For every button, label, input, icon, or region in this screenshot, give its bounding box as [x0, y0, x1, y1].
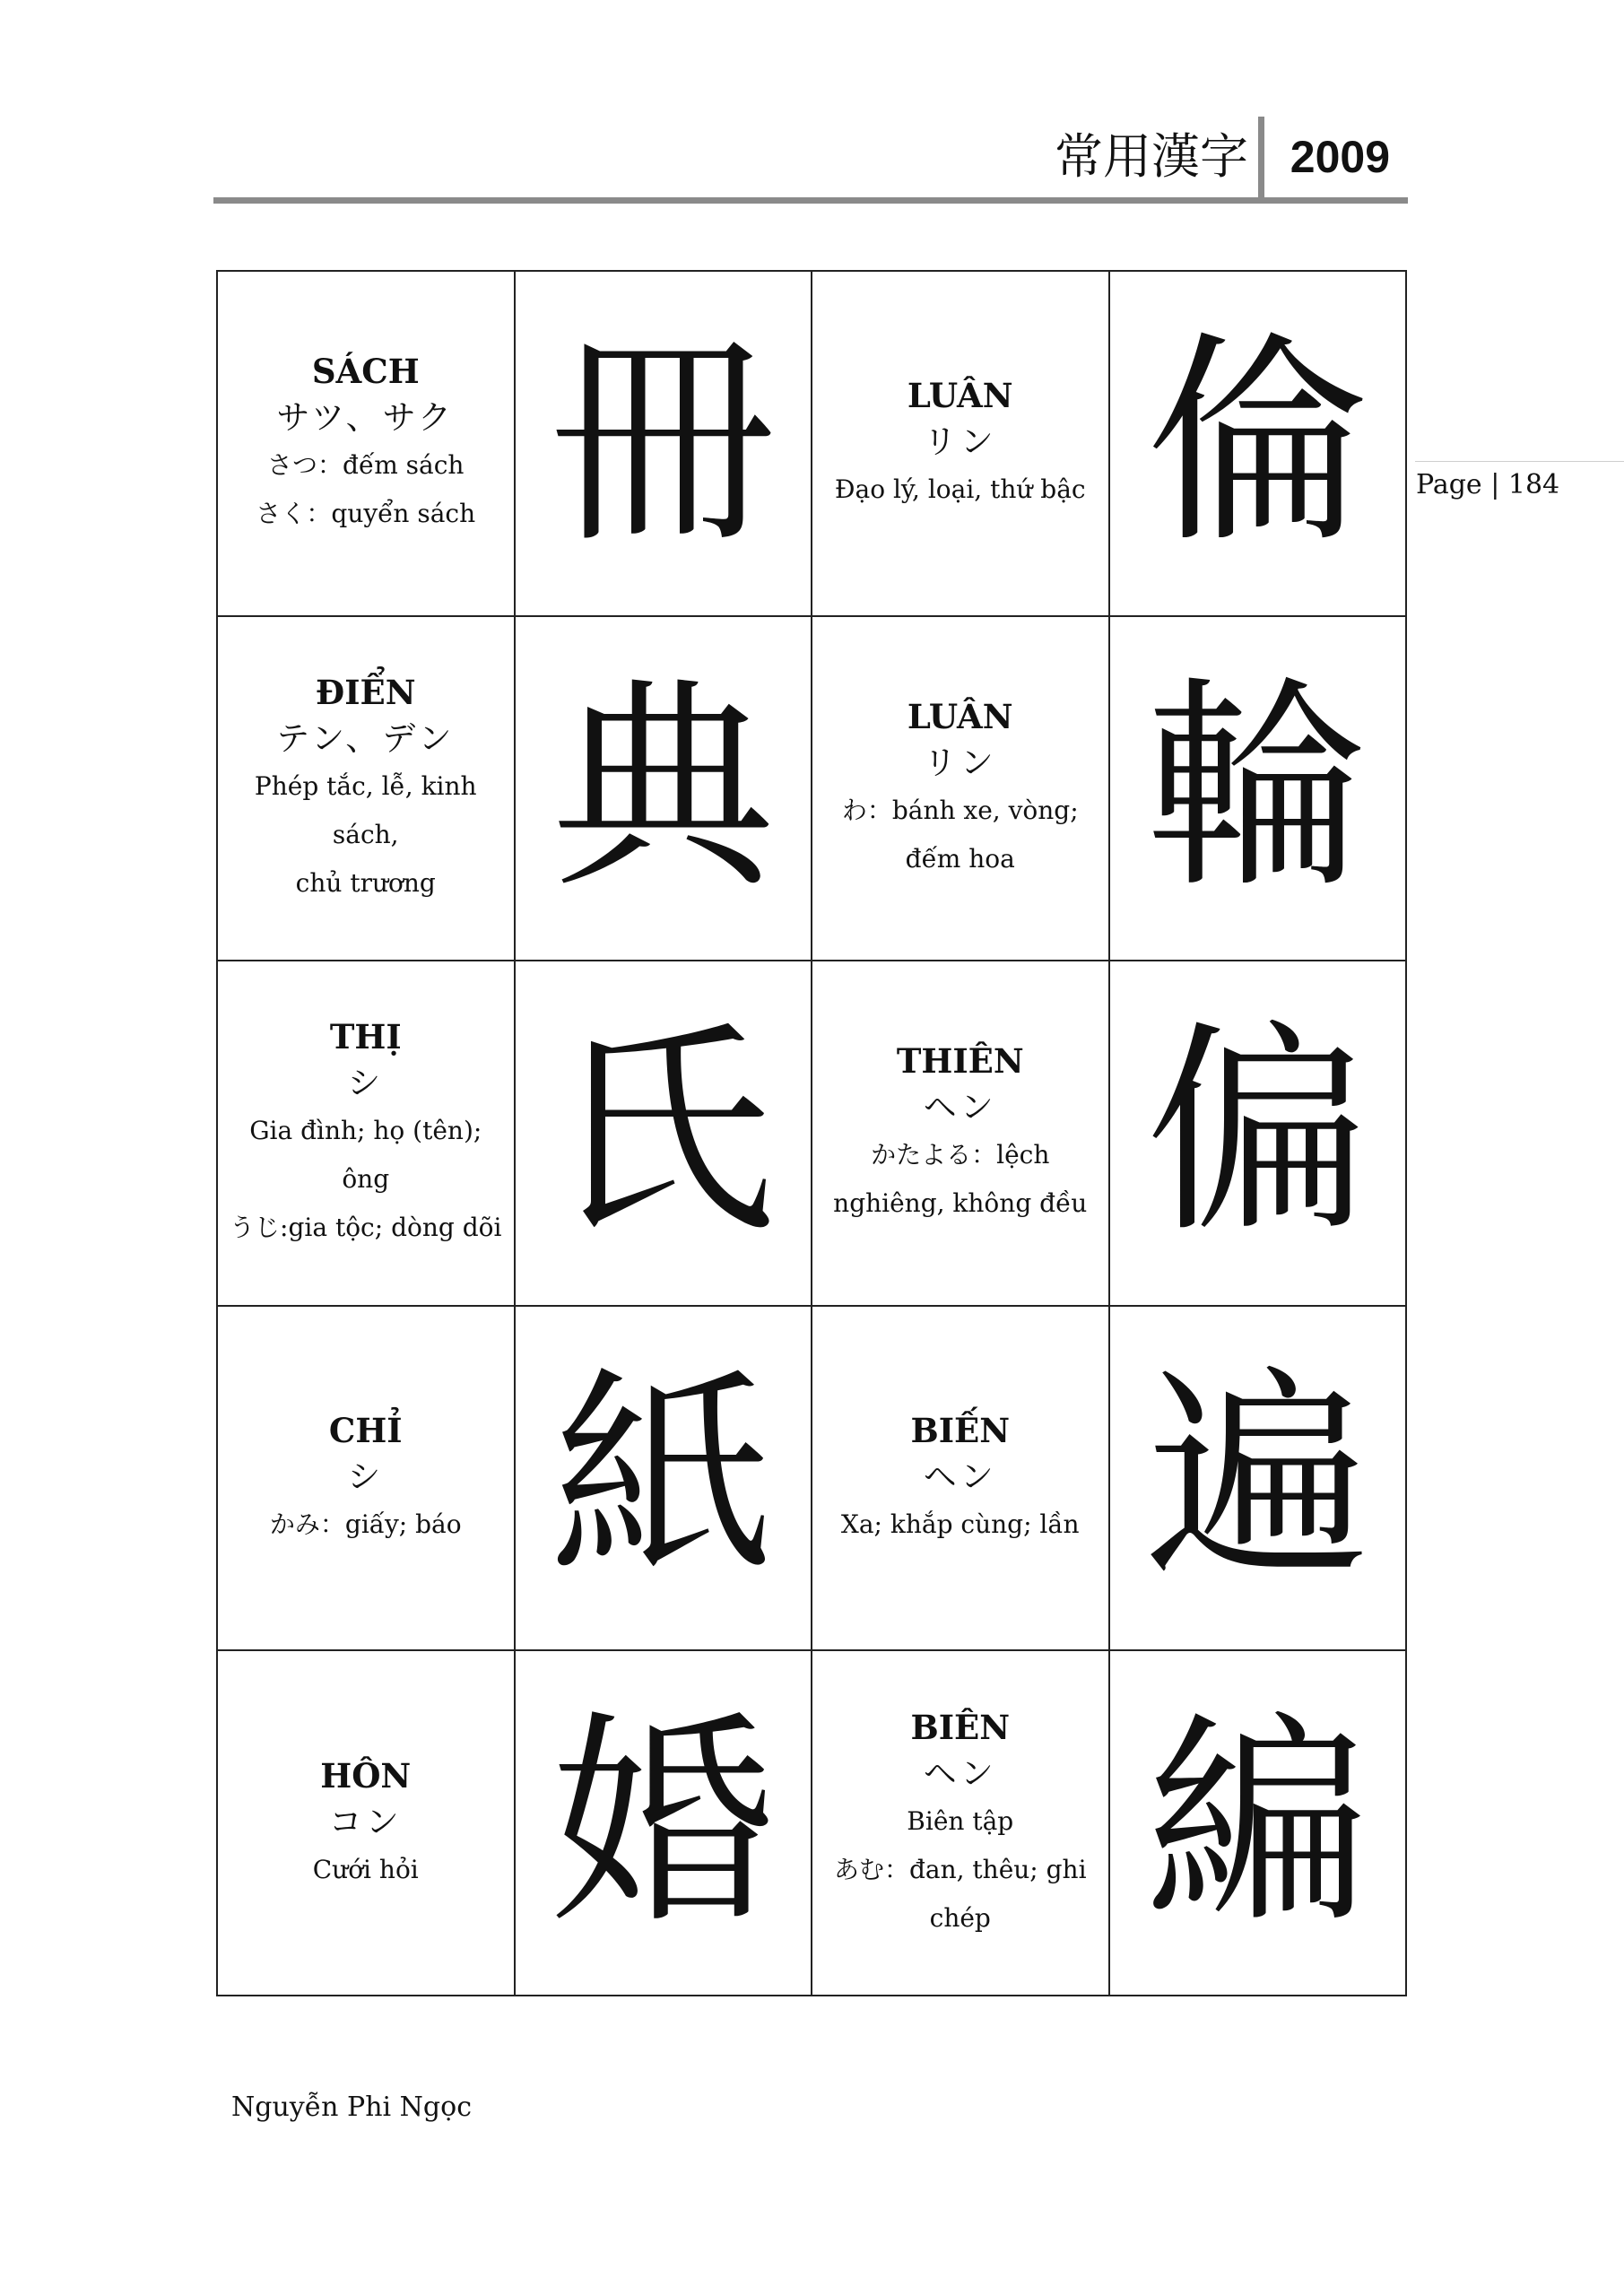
entry-kana-reading: リン: [923, 422, 997, 462]
kanji-cell: [516, 961, 813, 1307]
kanji-character: 倫: [1145, 312, 1370, 574]
kanji-character: 氏: [551, 1002, 776, 1264]
entry-reading-name: CHỈ: [328, 1411, 403, 1451]
kanji-character: 輪: [1145, 657, 1370, 918]
kanji-cell: [516, 1307, 813, 1652]
entry-meaning-line: chép: [929, 1902, 991, 1933]
entry-info-cell: [812, 1651, 1110, 1996]
entry-kana-reading: ヘン: [923, 1088, 997, 1127]
kanji-character: 冊: [551, 312, 776, 574]
author-name: Nguyễn Phi Ngọc: [231, 2092, 472, 2123]
header-year: 2009: [1290, 132, 1390, 182]
entry-meaning-line: Đạo lý, loại, thứ bậc: [834, 474, 1086, 505]
entry-meaning-line: かみ：giấy; báo: [269, 1509, 462, 1540]
kanji-cell: [1110, 1307, 1408, 1652]
entry-meaning-line: さつ：đếm sách: [267, 450, 465, 481]
entry-reading-name: BIÊN: [910, 1707, 1011, 1747]
entry-kana-reading: コン: [328, 1802, 403, 1841]
kanji-cell: [516, 617, 813, 962]
kanji-character: 編: [1145, 1692, 1370, 1953]
entry-reading-name: LUÂN: [907, 696, 1013, 736]
entry-meaning-line: かたよる：lệch: [871, 1140, 1050, 1170]
entry-reading-name: ĐIỂN: [315, 672, 416, 712]
kanji-character: 偏: [1145, 1002, 1370, 1264]
entry-meaning-line: Cưới hỏi: [312, 1854, 419, 1884]
entry-info-cell: [812, 272, 1110, 617]
entry-info-cell: [812, 1307, 1110, 1652]
entry-info-cell: [218, 272, 516, 617]
entry-reading-name: THỊ: [329, 1017, 402, 1057]
entry-meaning-line: うじ:gia tộc; dòng dõi: [230, 1213, 502, 1243]
header-title: 常用漢字: [1055, 128, 1248, 185]
entry-info-cell: [218, 617, 516, 962]
entry-kana-reading: シ: [347, 1064, 385, 1103]
kanji-cell: [516, 1651, 813, 1996]
entry-meaning-line: Gia đình; họ (tên); ông: [249, 1116, 482, 1195]
kanji-character: 遍: [1145, 1347, 1370, 1609]
entry-kana-reading: リン: [923, 743, 997, 782]
entry-meaning-line: さく：quyển sách: [256, 499, 476, 529]
entry-meaning-line: đếm hoa: [905, 843, 1015, 874]
entry-meaning-line: chủ trương: [295, 867, 436, 898]
entry-kana-reading: ヘン: [923, 1753, 997, 1793]
kanji-table: [216, 270, 1407, 1996]
kanji-character: 紙: [551, 1347, 776, 1609]
entry-meaning-line: あむ：đan, thêu; ghi: [833, 1854, 1087, 1884]
entry-reading-name: BIẾN: [910, 1411, 1011, 1451]
entry-info-cell: [218, 1307, 516, 1652]
entry-info-cell: [218, 961, 516, 1307]
page-header: [213, 117, 1408, 199]
entry-info-cell: [812, 961, 1110, 1307]
entry-info-cell: [812, 617, 1110, 962]
header-divider: [1258, 117, 1264, 199]
entry-info-cell: [218, 1651, 516, 1996]
entry-meaning-line: Phép tắc, lễ, kinh sách,: [254, 770, 477, 849]
kanji-cell: [516, 272, 813, 617]
entry-reading-name: SÁCH: [311, 352, 420, 392]
kanji-character: 典: [551, 657, 776, 918]
kanji-cell: [1110, 961, 1408, 1307]
entry-kana-reading: テン、デン: [276, 718, 456, 758]
page-number: Page | 184: [1415, 461, 1624, 507]
kanji-cell: [1110, 272, 1408, 617]
kanji-cell: [1110, 1651, 1408, 1996]
entry-meaning-line: Xa; khắp cùng; lần: [840, 1509, 1080, 1540]
entry-meaning-line: Biên tập: [907, 1805, 1014, 1836]
kanji-cell: [1110, 617, 1408, 962]
entry-reading-name: THIÊN: [896, 1041, 1024, 1082]
entry-kana-reading: ヘン: [923, 1457, 997, 1497]
entry-reading-name: HÔN: [320, 1755, 412, 1796]
kanji-character: 婚: [551, 1692, 776, 1953]
entry-kana-reading: シ: [347, 1457, 385, 1497]
entry-kana-reading: サツ、サク: [276, 398, 456, 438]
entry-meaning-line: nghiêng, không đều: [833, 1188, 1088, 1219]
entry-meaning-line: わ：bánh xe, vòng;: [841, 795, 1079, 825]
entry-reading-name: LUÂN: [907, 376, 1013, 416]
header-rule: [213, 197, 1408, 204]
